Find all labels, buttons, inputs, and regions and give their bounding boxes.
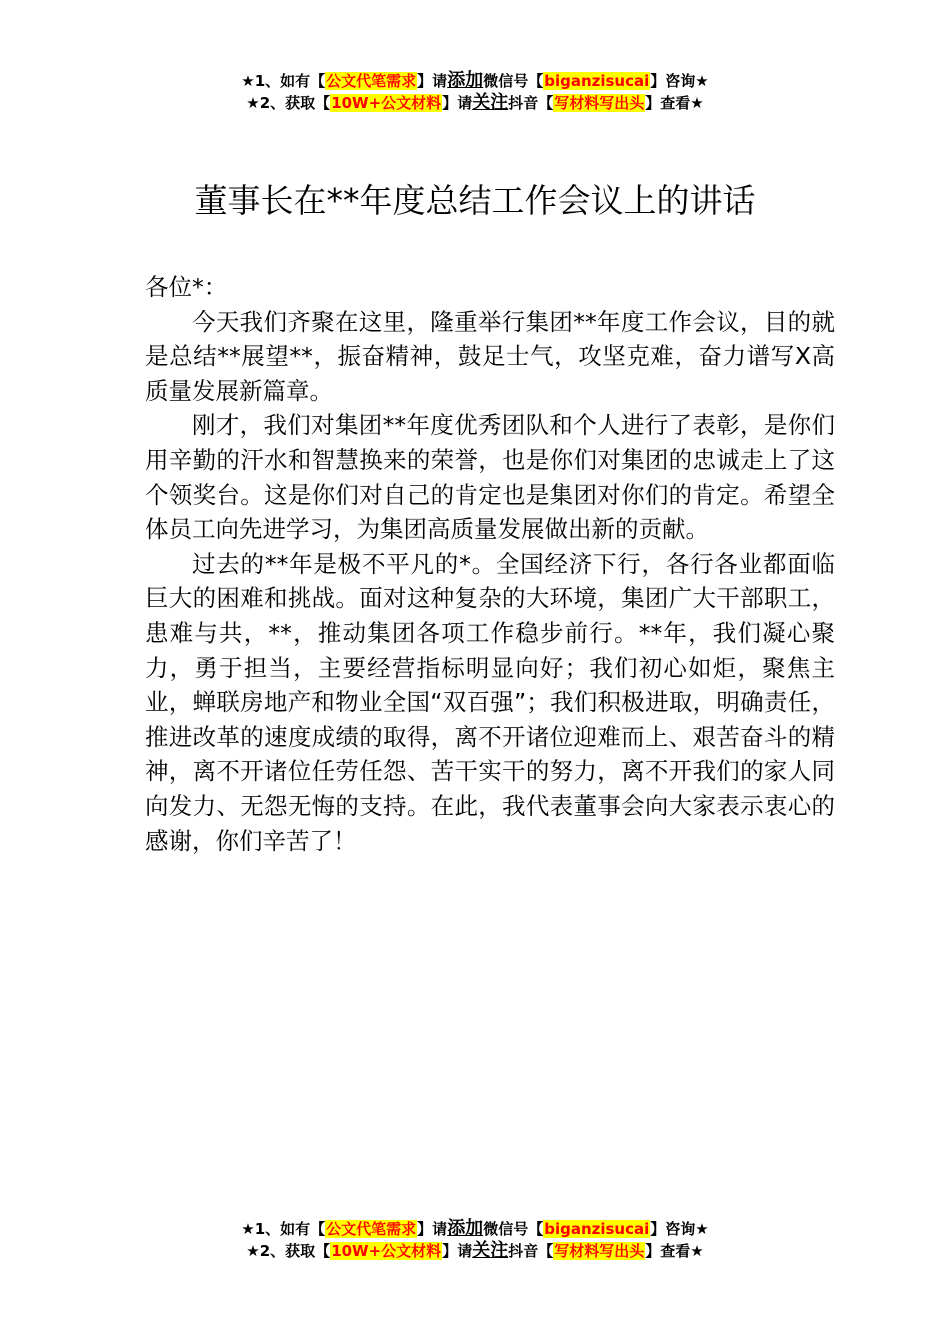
header-promo-banner: [0, 70, 950, 114]
promo-text: 】查看★: [645, 1242, 704, 1260]
document-body: [145, 270, 835, 858]
promo-text: 】请: [442, 94, 473, 112]
promo-highlight: 10W+公文材料: [331, 94, 442, 112]
promo-text: 抖音【: [508, 1242, 554, 1260]
promo-text: ★2、获取【: [246, 94, 331, 112]
promo-text: 微信号【: [483, 1220, 544, 1238]
promo-text: 】请: [442, 1242, 473, 1260]
promo-line-2: [0, 92, 950, 114]
promo-highlight: biganzisucai: [544, 72, 650, 90]
promo-line-2: [0, 1240, 950, 1262]
promo-highlight: 10W+公文材料: [331, 1242, 442, 1260]
promo-highlight: biganzisucai: [544, 1220, 650, 1238]
promo-line-1: [0, 70, 950, 92]
salutation: 各位*：: [145, 273, 228, 301]
paragraph-1: 今天我们齐聚在这里，隆重举行集团**年度工作会议，目的就是总结**展望**，振奋精神，鼓足士气，攻坚克难，奋力谱写X高质量发展新篇章。: [145, 307, 835, 405]
promo-text: 微信号【: [483, 72, 544, 90]
promo-line-1: [0, 1218, 950, 1240]
promo-underline: 添加: [447, 70, 484, 91]
promo-text: 】查看★: [645, 94, 704, 112]
promo-text: 】请: [417, 1220, 448, 1238]
promo-text: ★2、获取【: [246, 1242, 331, 1260]
promo-underline: 添加: [447, 1218, 484, 1239]
promo-text: ★1、如有【: [241, 1220, 326, 1238]
promo-text: 】咨询★: [650, 1220, 709, 1238]
promo-underline: 关注: [472, 1240, 509, 1261]
promo-highlight: 公文代笔需求: [326, 1220, 417, 1238]
promo-highlight: 写材料写出头: [554, 1242, 645, 1260]
promo-text: 】请: [417, 72, 448, 90]
promo-text: ★1、如有【: [241, 72, 326, 90]
promo-text: 抖音【: [508, 94, 554, 112]
document-title: 董事长在**年度总结工作会议上的讲话: [194, 181, 756, 220]
promo-underline: 关注: [472, 92, 509, 113]
promo-highlight: 公文代笔需求: [326, 72, 417, 90]
promo-highlight: 写材料写出头: [554, 94, 645, 112]
paragraph-2: 刚才，我们对集团**年度优秀团队和个人进行了表彰，是你们用辛勤的汗水和智慧换来的荣誉，也是你们对集团的忠诚走上了这个领奖台。这是你们对自己的肯定也是集团对你们的肯定。希望全体员工向先进学习，为集团高质量发展做出新的贡献。: [145, 411, 835, 544]
footer-promo-banner: [0, 1218, 950, 1262]
promo-text: 】咨询★: [650, 72, 709, 90]
paragraph-3: 过去的**年是极不平凡的*。全国经济下行，各行各业都面临巨大的困难和挑战。面对这种复杂的大环境，集团广大干部职工，患难与共，**，推动集团各项工作稳步前行。**年，我们凝心聚力，勇于担当，主要经营指标明显向好；我们初心如炬，聚焦主业，蝉联房地产和物业全国“双百强”；我们积极进取，明确责任，推进改革的速度成绩的取得，离不开诸位迎难而上、艰苦奋斗的精神，离不开诸位任劳任怨、苦干实干的努力，离不开我们的家人同向发力、无怨无悔的支持。在此，我代表董事会向大家表示衷心的感谢，你们辛苦了！: [145, 549, 835, 855]
